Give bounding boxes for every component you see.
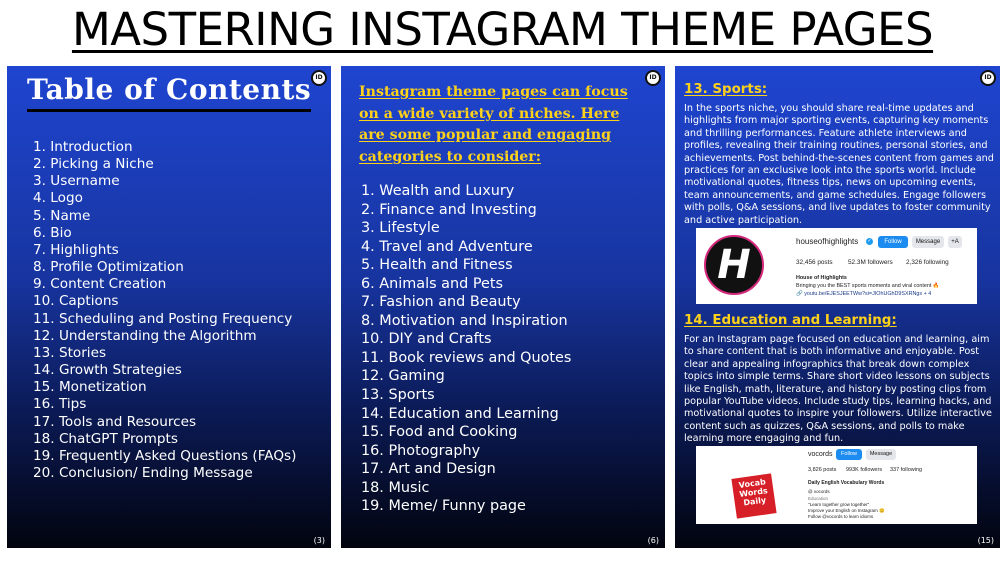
- page-number: (15): [977, 536, 994, 545]
- toc-item: 16. Tips: [33, 396, 87, 413]
- niche-item: 15. Food and Cooking: [361, 424, 518, 441]
- bio-tag: @ vocords: [808, 489, 830, 494]
- avatar-letter: H: [717, 242, 751, 288]
- niche-item: 13. Sports: [361, 387, 435, 404]
- page-table-of-contents: [7, 66, 331, 548]
- niche-item: 5. Health and Fitness: [361, 257, 513, 274]
- niche-item: 10. DIY and Crafts: [361, 331, 492, 348]
- message-button[interactable]: Message: [912, 236, 944, 248]
- toc-list: [33, 139, 296, 482]
- bio-line: Follow @vocords to learn idioms: [808, 514, 874, 519]
- toc-item: 18. ChatGPT Prompts: [33, 430, 178, 447]
- toc-item: 6. Bio: [33, 224, 72, 241]
- toc-item: 19. Frequently Asked Questions (FAQs): [33, 447, 297, 464]
- bio-quote: "Learn together grow together": [808, 502, 870, 507]
- page-number: (6): [647, 536, 659, 545]
- add-person-button[interactable]: +A: [948, 236, 962, 248]
- toc-item: 8. Profile Optimization: [33, 259, 184, 276]
- niche-list: [361, 182, 571, 516]
- niche-item: 18. Music: [361, 479, 430, 496]
- niche-item: 1. Wealth and Luxury: [361, 183, 515, 199]
- bio-line: Improve your English on Instagram 😊: [808, 508, 885, 513]
- page-sports-education: [675, 66, 1000, 548]
- toc-item: 4. Logo: [33, 190, 83, 207]
- niche-item: 4. Travel and Adventure: [361, 238, 533, 255]
- bio-category: Education: [808, 496, 829, 501]
- message-button[interactable]: Message: [866, 449, 896, 460]
- toc-item: 11. Scheduling and Posting Frequency: [33, 310, 293, 327]
- bio-text: Bringing you the BEST sports moments and viral content 🔥: [796, 283, 940, 289]
- niche-item: 17. Art and Design: [361, 461, 496, 478]
- toc-item: 12. Understanding the Algorithm: [33, 327, 257, 344]
- vocords-profile-screenshot: [696, 446, 977, 524]
- brand-logo-icon: ID: [980, 70, 996, 86]
- bio-name: Daily English Vocabulary Words: [808, 480, 885, 486]
- niche-item: 11. Book reviews and Quotes: [361, 349, 572, 366]
- toc-item: 3. Username: [33, 173, 120, 190]
- brand-logo-icon: ID: [311, 70, 327, 86]
- toc-item: 7. Highlights: [33, 241, 119, 258]
- education-body: For an Instagram page focused on education and learning, aim to share content that is both informative and enjoyable. Post clear and appealing infographics that break down complex topics into simple terms. Share short video lessons on subjects like English, math, literature, and history by posting clips from popular YouTube videos. Include study tips, learning hacks, and motivational quotes to inspire your followers. Utilize interactive content such as quizzes, Q&A sessions, and polls to make learning more engaging and fun.: [684, 334, 992, 445]
- niche-item: 12. Gaming: [361, 368, 445, 385]
- main-title: MASTERING INSTAGRAM THEME PAGES: [71, 3, 934, 56]
- follow-button[interactable]: Follow: [836, 449, 862, 460]
- following-count: 337 following: [890, 467, 923, 473]
- profile-handle: vocords: [808, 451, 833, 458]
- posts-count: 32,456 posts: [796, 259, 833, 266]
- niche-item: 2. Finance and Investing: [361, 201, 537, 218]
- niches-intro: Instagram theme pages can focus on a wide variety of niches. Here are some popular and engaging categories to consider:: [359, 84, 628, 165]
- toc-item: 5. Name: [33, 207, 91, 224]
- toc-item: 14. Growth Strategies: [33, 362, 182, 379]
- niche-item: 7. Fashion and Beauty: [361, 294, 521, 311]
- toc-item: 17. Tools and Resources: [33, 413, 197, 430]
- toc-item: 1. Introduction: [33, 139, 133, 155]
- page-number: (3): [313, 536, 325, 545]
- toc-item: 13. Stories: [33, 344, 107, 361]
- niche-item: 19. Meme/ Funny page: [361, 498, 526, 515]
- niche-item: 6. Animals and Pets: [361, 275, 503, 292]
- bio-link[interactable]: 🔗 youtu.be/EJESJEETWw?si=JIOhUGhD9SXRNgs + 4: [796, 291, 932, 297]
- toc-title: Table of Contents: [27, 71, 311, 112]
- niche-item: 3. Lifestyle: [361, 220, 440, 237]
- avatar: [704, 235, 764, 295]
- page-niches: [341, 66, 665, 548]
- toc-item: 9. Content Creation: [33, 276, 167, 293]
- posts-count: 3,826 posts: [808, 467, 837, 473]
- followers-count: 993K followers: [846, 467, 883, 473]
- following-count: 2,326 following: [906, 259, 949, 266]
- bio-name: House of Highlights: [796, 275, 847, 281]
- vocab-words-daily-logo: Vocab Words Daily: [731, 473, 776, 518]
- toc-item: 15. Monetization: [33, 379, 147, 396]
- profile-handle: houseofhighlights: [796, 237, 859, 246]
- toc-item: 10. Captions: [33, 293, 119, 310]
- sports-body: In the sports niche, you should share real-time updates and highlights from major sporting events, capturing key moments and thrilling performances. Feature athlete interviews and profiles, revealing their training routines, personal stories, and achievements. Post behind-the-scenes content from games and practices for an exclusive look into the sports world. Include motivational quotes, fitness tips, news on upcoming events, team announcements, and game schedules. Engage followers with polls, Q&A sessions, and live updates to foster community and active participation.: [684, 103, 994, 226]
- education-heading: 14. Education and Learning:: [684, 313, 897, 328]
- verified-icon: ✓: [867, 238, 872, 244]
- brand-logo-icon: ID: [645, 70, 661, 86]
- niche-item: 14. Education and Learning: [361, 405, 559, 422]
- toc-item: 2. Picking a Niche: [33, 156, 154, 173]
- niche-item: 8. Motivation and Inspiration: [361, 312, 568, 329]
- sports-heading: 13. Sports:: [684, 82, 768, 97]
- niche-item: 16. Photography: [361, 442, 481, 459]
- followers-count: 52.3M followers: [848, 259, 893, 266]
- toc-item: 20. Conclusion/ Ending Message: [33, 464, 253, 481]
- follow-button[interactable]: Follow: [878, 236, 908, 248]
- houseofhighlights-profile-screenshot: [696, 228, 977, 304]
